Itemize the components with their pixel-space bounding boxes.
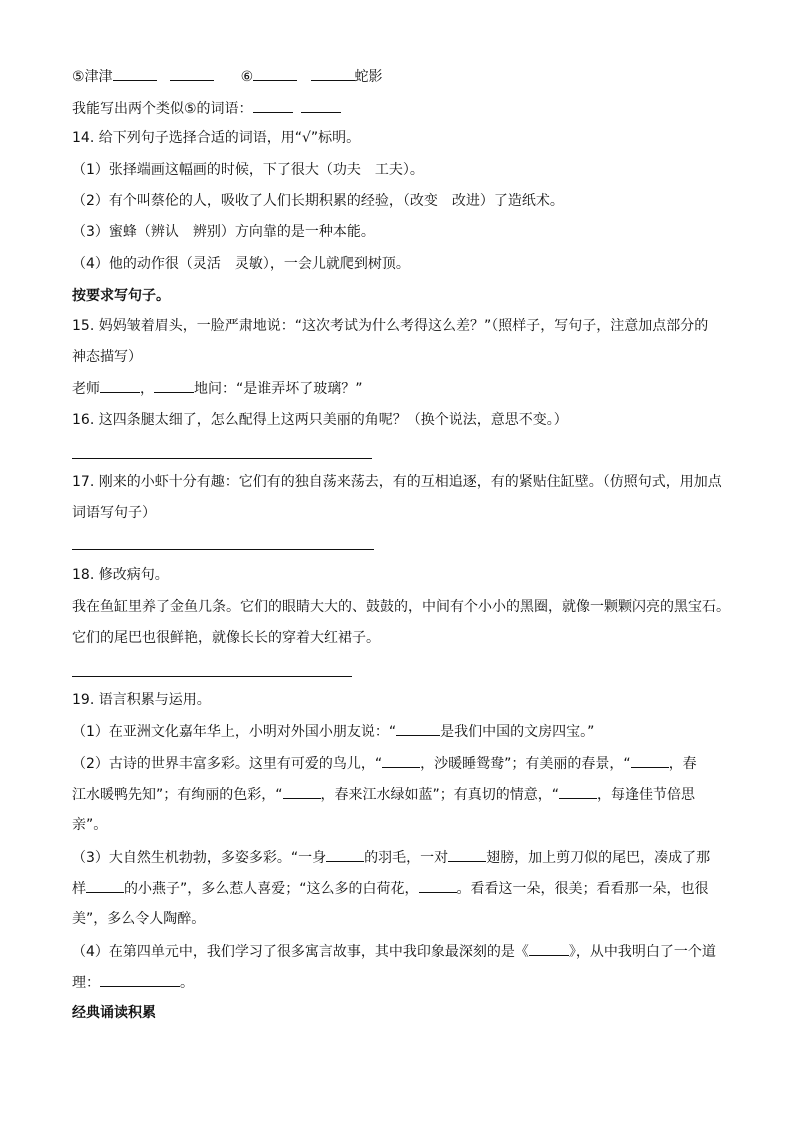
question-18-text-1: 我在鱼缸里养了金鱼几条。它们的眼睛大大的、鼓鼓的，中间有个小小的黑圈，就像一颗颗闪亮的黑宝石。 xyxy=(72,599,730,615)
text: （2）古诗的世界丰富多彩。这里有可爱的鸟儿，“ xyxy=(72,756,383,772)
blank[interactable] xyxy=(311,66,355,81)
blank[interactable] xyxy=(301,98,341,113)
blank[interactable] xyxy=(253,98,293,113)
question-14-item-3: （3）蜜蜂（辨认 辨别）方向靠的是一种本能。 xyxy=(72,224,375,240)
answer-line[interactable] xyxy=(72,458,372,459)
question-14-item-2: （2）有个叫蔡伦的人，吸收了人们长期积累的经验，（改变 改进）了造纸术。 xyxy=(72,193,564,209)
text: （4）在第四单元中，我们学习了很多寓言故事，其中我印象最深刻的是《 xyxy=(72,944,529,960)
text: 翅膀，加上剪刀似的尾巴，凑成了那 xyxy=(486,850,711,866)
text: ，春 xyxy=(668,756,697,772)
blank[interactable] xyxy=(100,972,180,987)
text: ⑤津津 xyxy=(72,69,113,85)
question-19-item-1 xyxy=(72,721,594,742)
question-19-item-2-cont xyxy=(72,784,695,805)
text: 。看看这一朵，很美；看看那一朵，也很 xyxy=(456,881,709,897)
text: ， xyxy=(140,381,154,397)
section-heading: 按要求写句子。 xyxy=(72,288,170,304)
question-19-item-4 xyxy=(72,941,716,962)
blank[interactable] xyxy=(631,753,669,768)
text: ，每逢佳节倍思 xyxy=(597,787,696,803)
text: （3）大自然生机勃勃，多姿多彩。“一身 xyxy=(72,850,327,866)
blank[interactable] xyxy=(283,784,321,799)
text: （1）在亚洲文化嘉年华上，小明对外国小朋友说：“ xyxy=(72,724,397,740)
blank[interactable] xyxy=(529,941,569,956)
question-15: 15. 妈妈皱着眉头，一脸严肃地说：“这次考试为什么考得这么差？”（照样子，写句子，注意加点部分的 xyxy=(72,318,709,334)
question-14-item-4: （4）他的动作很（灵活 灵敏），一会儿就爬到树顶。 xyxy=(72,256,410,272)
text: 的羽毛，一对 xyxy=(364,850,449,866)
blank[interactable] xyxy=(100,378,140,393)
blank[interactable] xyxy=(86,878,124,893)
question-19-item-3 xyxy=(72,847,710,868)
blank[interactable] xyxy=(559,784,597,799)
similar-words-line xyxy=(72,98,341,119)
blank[interactable] xyxy=(382,753,420,768)
question-19-item-3-cont xyxy=(72,878,709,899)
question-16: 16. 这四条腿太细了，怎么配得上这两只美丽的角呢？（换个说法，意思不变。） xyxy=(72,412,568,428)
text: 的小燕子”，多么惹人喜爱；“这么多的白荷花， xyxy=(124,881,419,897)
question-19-item-2 xyxy=(72,753,697,774)
question-17: 17. 刚来的小虾十分有趣：它们有的独自荡来荡去，有的互相追逐，有的紧贴住缸壁。（仿照句式，用加点 xyxy=(72,474,722,490)
question-14-item-1: （1）张择端画这幅画的时候，下了很大（功夫 工夫）。 xyxy=(72,162,424,178)
blank[interactable] xyxy=(396,721,440,736)
section-heading: 经典诵读积累 xyxy=(72,1005,156,1021)
blank[interactable] xyxy=(170,66,214,81)
q13-line-5-6 xyxy=(72,66,383,87)
question-19: 19. 语言积累与运用。 xyxy=(72,692,211,708)
question-15-cont: 神态描写） xyxy=(72,349,142,365)
answer-line[interactable] xyxy=(72,676,352,677)
text: ，沙暖睡鸳鸯”；有美丽的春景，“ xyxy=(420,756,631,772)
text: 江水暖鸭先知”；有绚丽的色彩，“ xyxy=(72,787,283,803)
text: ⑥ xyxy=(240,69,254,85)
text: 理： xyxy=(72,975,100,991)
answer-line[interactable] xyxy=(72,549,374,550)
question-19-item-4-cont xyxy=(72,972,194,993)
question-14: 14. 给下列句子选择合适的词语，用“√”标明。 xyxy=(72,130,361,146)
question-19-item-3-end: 美”，多么令人陶醉。 xyxy=(72,911,206,927)
blank[interactable] xyxy=(113,66,157,81)
text: 老师 xyxy=(72,381,100,397)
text: 。 xyxy=(180,975,194,991)
text: 蛇影 xyxy=(354,69,383,85)
question-18-text-2: 它们的尾巴也很鲜艳，就像长长的穿着大红裙子。 xyxy=(72,630,380,646)
question-19-item-2-end: 亲”。 xyxy=(72,817,108,833)
text: 我能写出两个类似⑤的词语： xyxy=(72,101,253,117)
blank[interactable] xyxy=(253,66,297,81)
question-15-answer xyxy=(72,378,363,399)
question-17-cont: 词语写句子） xyxy=(72,505,156,521)
text: ，春来江水绿如蓝”；有真切的情意，“ xyxy=(320,787,560,803)
text: 地问：“是谁弄坏了玻璃？” xyxy=(194,381,363,397)
question-18: 18. 修改病句。 xyxy=(72,567,169,583)
blank[interactable] xyxy=(154,378,194,393)
blank[interactable] xyxy=(419,878,457,893)
text: 是我们中国的文房四宝。” xyxy=(440,724,595,740)
blank[interactable] xyxy=(326,847,364,862)
text: 样 xyxy=(72,881,86,897)
blank[interactable] xyxy=(448,847,486,862)
text: 》，从中我明白了一个道 xyxy=(568,944,716,960)
